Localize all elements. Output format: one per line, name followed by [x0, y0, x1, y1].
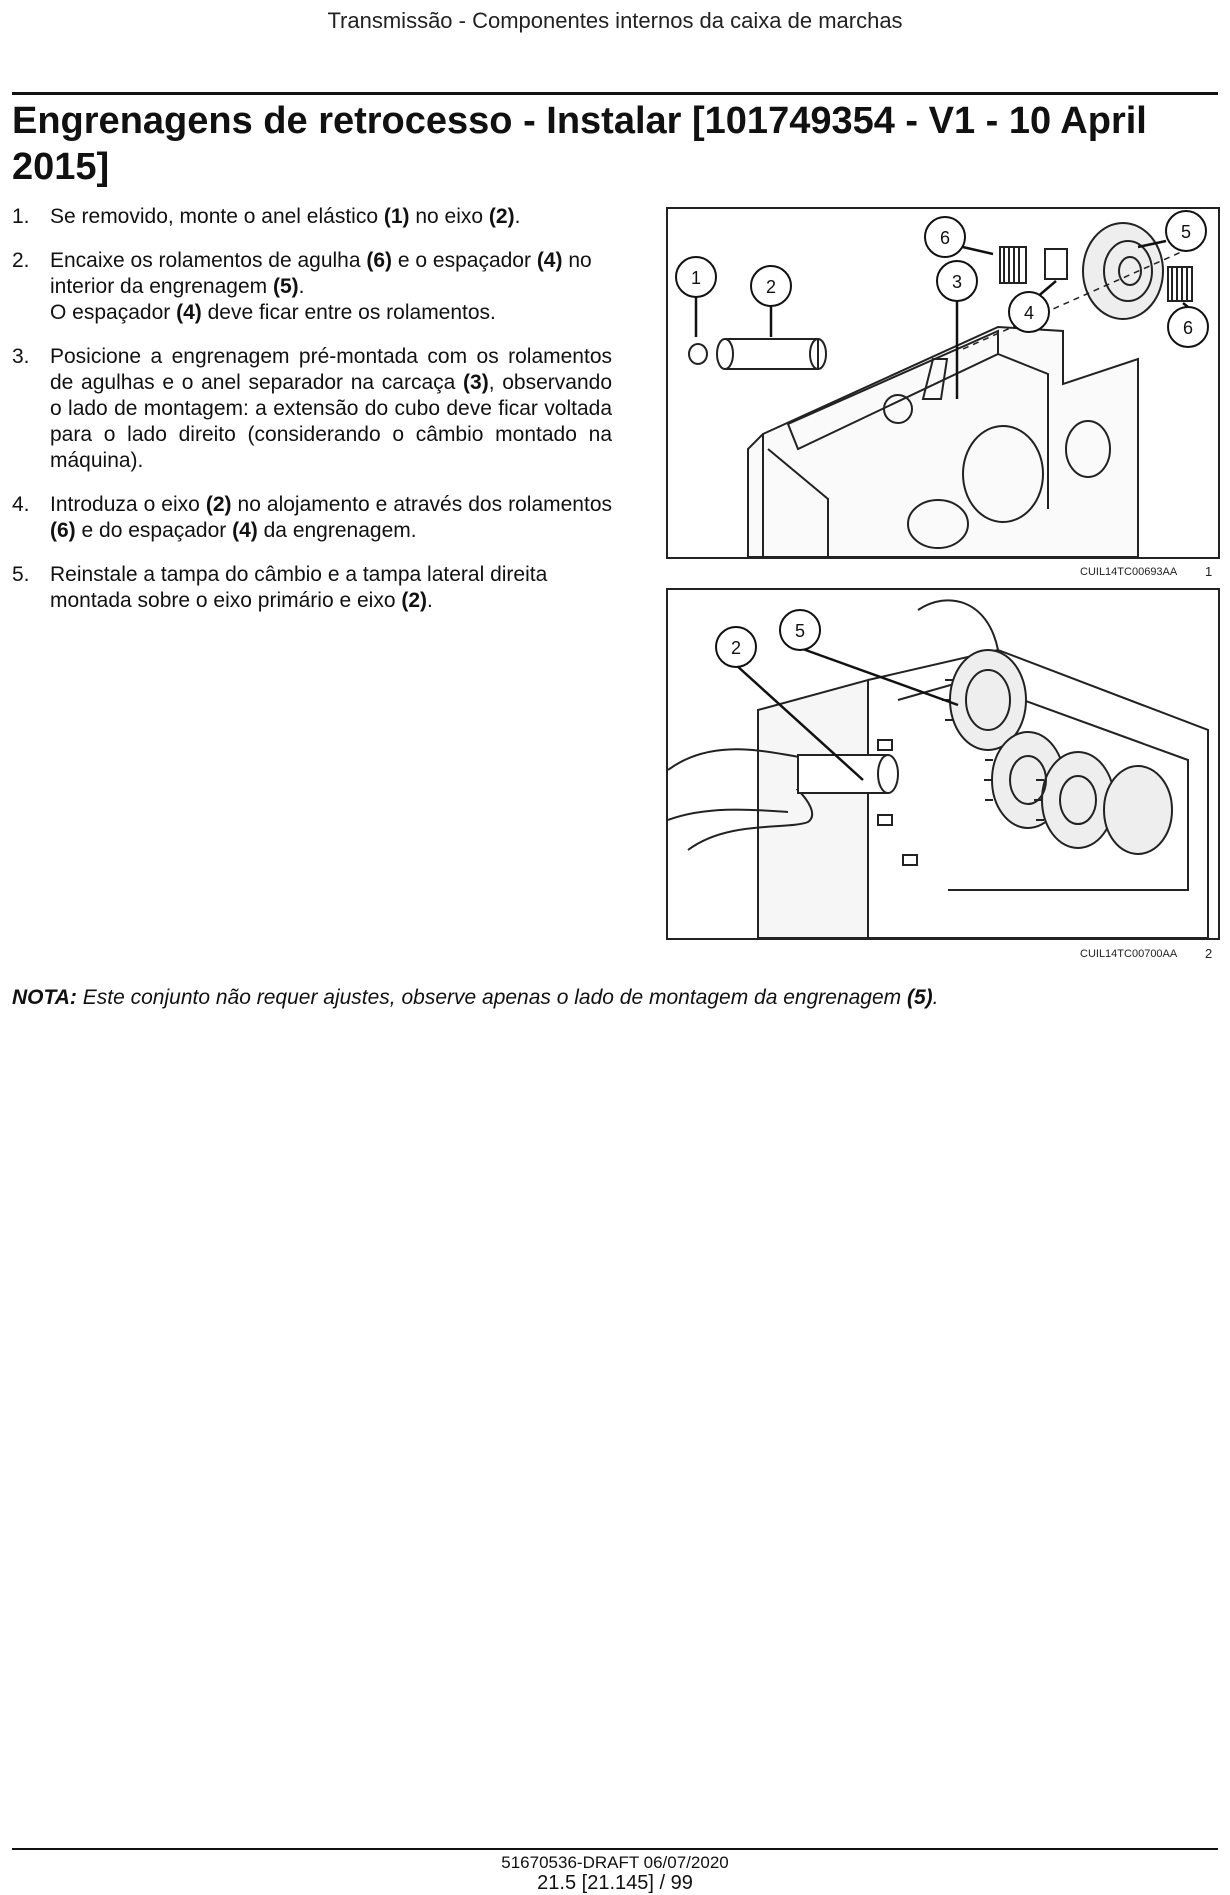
page-title: Engrenagens de retrocesso - Instalar [101749354 - V1 - 10 April 2015]	[12, 100, 1147, 188]
note-text: Este conjunto não requer ajustes, observe apenas o lado de montagem da engrenagem	[76, 986, 907, 1009]
svg-text:2: 2	[765, 277, 777, 297]
svg-text:1: 1	[690, 268, 702, 288]
svg-text:4: 4	[1023, 303, 1035, 323]
step-2	[12, 248, 612, 326]
callout-2-circle	[716, 627, 756, 667]
header-rule	[12, 92, 1218, 95]
callout-2-circle	[751, 266, 791, 306]
callout-3-circle	[937, 261, 977, 301]
step-3	[12, 344, 612, 474]
callout-4-circle	[1009, 292, 1049, 332]
steps-list	[12, 204, 612, 632]
svg-text:3: 3	[951, 272, 963, 292]
figure-2-installation-view	[666, 588, 1220, 940]
figure-1-number: 1	[1205, 564, 1213, 579]
step-text: Se removido, monte o anel elástico (1) no eixo (2).	[50, 205, 521, 228]
callout-6b-circle	[1168, 307, 1208, 347]
figure-2-code: CUIL14TC00700AA	[1080, 948, 1178, 960]
shaft-installation-illustration	[668, 590, 1218, 938]
figure-1-code: CUIL14TC00693AA	[1080, 566, 1178, 578]
svg-text:6: 6	[1182, 318, 1194, 338]
step-4	[12, 492, 612, 544]
callout-5-circle	[780, 610, 820, 650]
note: NOTA: Este conjunto não requer ajustes, observe apenas o lado de montagem da engrenagem (5).	[12, 986, 939, 1009]
note-label: NOTA:	[12, 986, 77, 1009]
step-text: Encaixe os rolamentos de agulha (6) e o espaçador (4) no interior da engrenagem (5). O espaçador (4) deve ficar entre os rolamentos.	[50, 249, 592, 324]
step-1	[12, 204, 612, 230]
step-number: 1.	[12, 205, 30, 228]
step-number: 4.	[12, 493, 30, 516]
callout-1-circle	[676, 257, 716, 297]
callout-6-circle	[925, 217, 965, 257]
page-header: Transmissão - Componentes internos da caixa de marchas	[327, 8, 903, 33]
svg-text:5: 5	[794, 621, 806, 641]
callout-5-circle	[1166, 211, 1206, 251]
step-text: Introduza o eixo (2) no alojamento e através dos rolamentos (6) e do espaçador (4) da engrenagem.	[50, 493, 612, 542]
step-text: Reinstale a tampa do câmbio e a tampa lateral direita montada sobre o eixo primário e eixo (2).	[50, 563, 548, 612]
step-number: 2.	[12, 249, 30, 272]
step-5	[12, 562, 612, 614]
note-ref: (5)	[907, 986, 933, 1009]
figure-1-exploded-view	[666, 207, 1220, 559]
figure-2-number: 2	[1205, 946, 1213, 961]
svg-text:6: 6	[939, 228, 951, 248]
footer-page-number: 21.5 [21.145] / 99	[537, 1872, 693, 1894]
footer-rule	[12, 1848, 1218, 1850]
step-text: Posicione a engrenagem pré-montada com os rolamentos de agulhas e o anel separador na carcaça (3), observando o lado de montagem: a extensão do cubo deve ficar voltada para o lado direito (considerando o câmbio montado na máquina).	[50, 345, 613, 472]
step-number: 3.	[12, 345, 30, 368]
svg-text:2: 2	[730, 638, 742, 658]
svg-text:5: 5	[1180, 222, 1192, 242]
gearbox-exploded-illustration	[668, 209, 1218, 557]
step-number: 5.	[12, 563, 30, 586]
footer-doc-id: 51670536-DRAFT 06/07/2020	[501, 1853, 729, 1872]
